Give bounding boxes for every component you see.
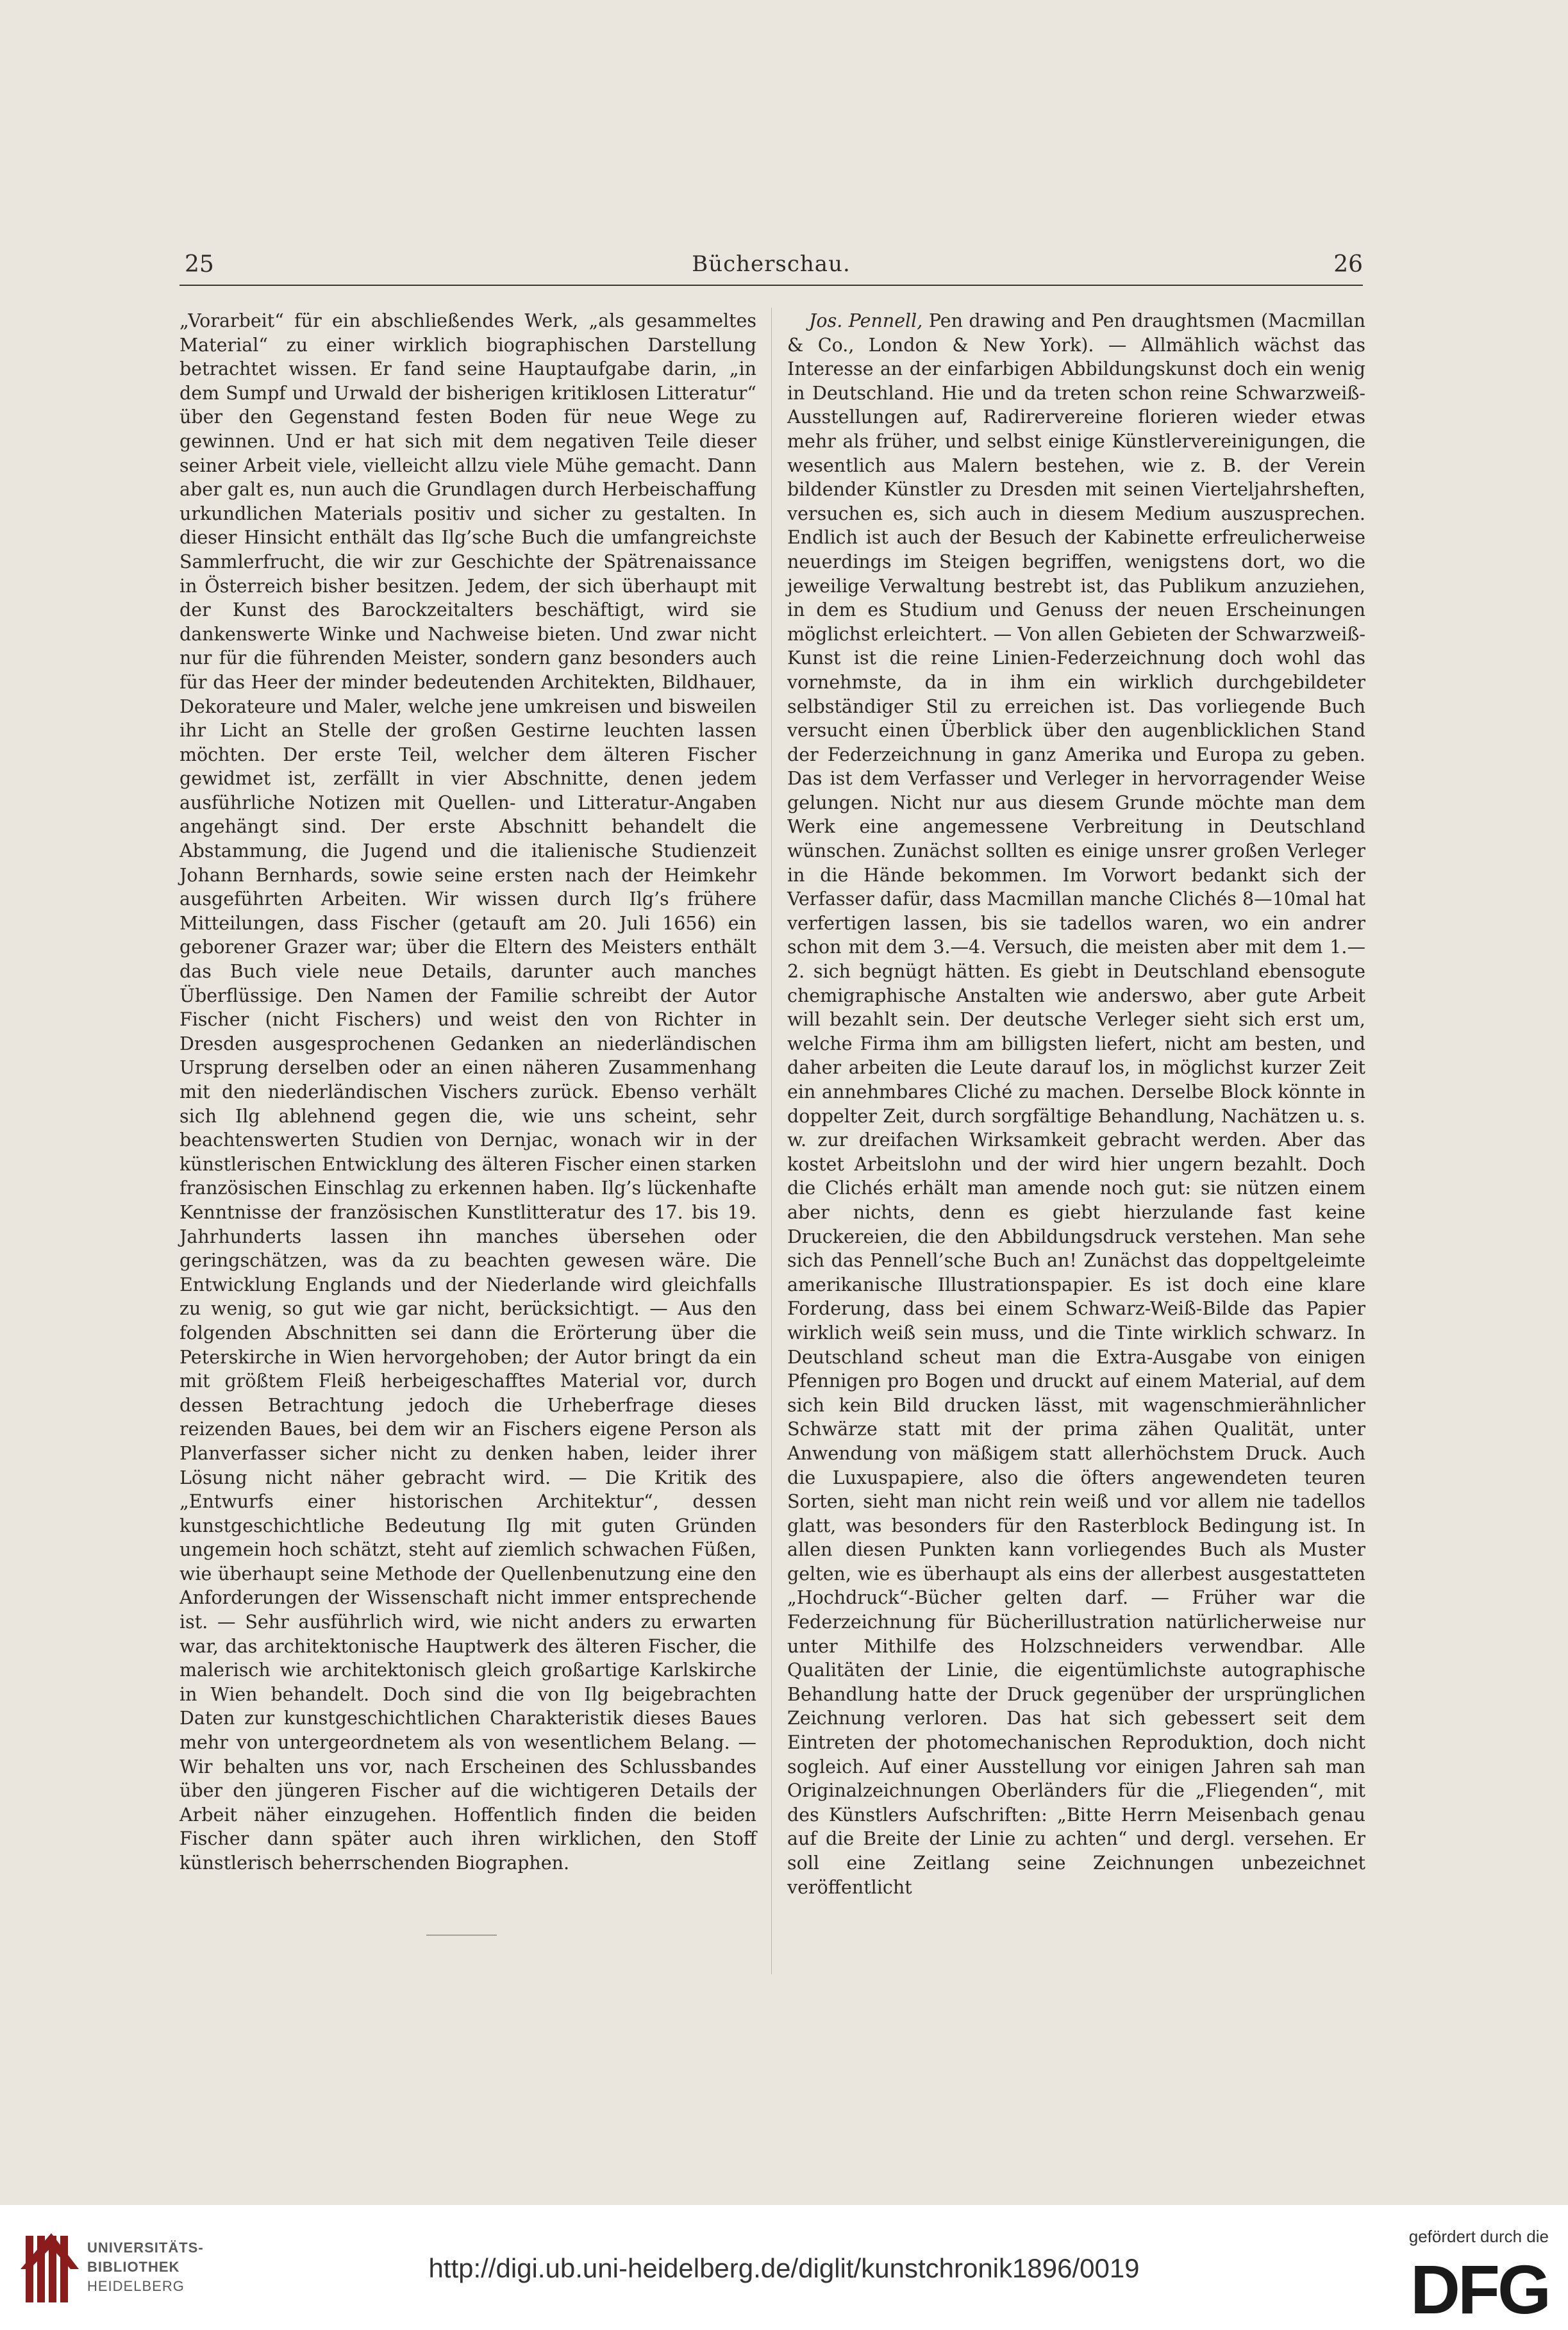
header-rule: [179, 285, 1363, 286]
digitization-footer: [0, 2205, 1568, 2330]
left-column-paragraph: „Vorarbeit“ für ein abschließendes Werk, „als gesammeltes Material“ zu einer wirklich biographischen Darstellung betrachtet wissen. Er fand seine Hauptaufgabe darin, „in dem Sumpf und Urwald der bisherigen kritiklosen Litteratur“ über den Gegenstand festen Boden für neue Wege zu gewinnen. Und er hat sich mit dem negativen Teile dieser seiner Arbeit viele, vielleicht allzu viele Mühe gemacht. Dann aber galt es, nun auch die Grundlagen durch Herbeischaffung urkundlichen Materials positiv und sicher zu gestalten. In dieser Hinsicht enthält das Ilg’sche Buch die umfangreichste Sammlerfrucht, die wir zur Geschichte der Spätrenaissance in Österreich bisher besitzen. Jedem, der sich überhaupt mit der Kunst des Barockzeitalters beschäftigt, wird sie dankenswerte Winke und Nachweise bieten. Und zwar nicht nur für die führenden Meister, sondern ganz besonders auch für das Heer der minder bedeutenden Architekten, Bildhauer, Dekorateure und Maler, welche jene umkreisen und bisweilen ihr Licht an Stelle der großen Gestirne leuchten lassen möchten. Der erste Teil, welcher dem älteren Fischer gewidmet ist, zerfällt in vier Abschnitte, denen jedem ausführliche Notizen mit Quellen- und Litteratur-Angaben angehängt sind. Der erste Abschnitt behandelt die Abstammung, die Jugend und die italienische Studienzeit Johann Bernhards, sowie seine ersten nach der Heimkehr ausgeführten Arbeiten. Wir wissen durch Ilg’s frühere Mitteilungen, dass Fischer (getauft am 20. Juli 1656) ein geborener Grazer war; über die Eltern des Meisters enthält das Buch viele neue Details, darunter auch manches Überflüssige. Den Namen der Familie schreibt der Autor Fischer (nicht Fischers) und weist den von Richter in Dresden ausgesprochenen Gedanken an niederländischen Ursprung derselben oder an einen näheren Zusammenhang mit den niederländischen Vischers zurück. Ebenso verhält sich Ilg ablehnend gegen die, wie uns scheint, sehr beachtenswerten Studien von Dernjac, wonach wir in der künstlerischen Entwicklung des älteren Fischer einen starken französischen Einschlag zu erkennen haben. Ilg’s lückenhafte Kenntnisse der französischen Kunstlitteratur des 17. bis 19. Jahrhunderts lassen ihn manches übersehen oder geringschätzen, was da zu beachten gewesen wäre. Die Entwicklung Englands und der Niederlande wird gleichfalls zu wenig, so gut wie gar nicht, berücksichtigt. — Aus den folgenden Abschnitten sei dann die Erörterung über die Peterskirche in Wien hervorgehoben; der Autor bringt da ein mit größtem Fleiß herbeigeschafftes Material vor, durch dessen Betrachtung jedoch die Urheberfrage dieses reizenden Baues, bei dem wir an Fischers eigene Person als Planverfasser sicher nicht zu denken haben, leider ihrer Lösung nicht näher gebracht wird. — Die Kritik des „Entwurfs einer historischen Architektur“, dessen kunstgeschichtliche Bedeutung Ilg mit guten Gründen ungemein hoch schätzt, steht auf ziemlich schwachen Füßen, wie überhaupt seine Methode der Quellenbenutzung eine den Anforderungen der Wissenschaft nicht immer entsprechende ist. — Sehr ausführlich wird, wie nicht anders zu erwarten war, das architektonische Hauptwerk des älteren Fischer, die malerisch wie architektonisch gleich großartige Karlskirche in Wien behandelt. Doch sind die von Ilg beigebrachten Daten zur kunstgeschichtlichen Charakteristik dieses Baues mehr von untergeordnetem als von wesentlichem Belang. — Wir behalten uns vor, nach Erscheinen des Schlussbandes über den jüngeren Fischer auf die wichtigeren Details der Arbeit näher einzugehen. Hoffentlich finden die beiden Fischer dann später auch ihren wirklichen, den Stoff künstlerisch beherrschenden Biographen.: [179, 310, 756, 1874]
left-column: [179, 309, 756, 1876]
section-end-rule: [426, 1935, 497, 1936]
column-divider: [771, 308, 772, 1974]
dfg-logo: DFG: [1410, 2251, 1549, 2328]
library-name: UNIVERSITÄTS- BIBLIOTHEK HEIDELBERG: [87, 2240, 204, 2294]
page-number-right: 26: [1333, 251, 1363, 278]
review-text: Pen drawing and Pen draughtsmen (Macmillan & Co., London & New York). — Allmählich wächst das Interesse an der einfarbigen Abbildungskunst doch ein wenig in Deutschland. Hie und da treten schon reine Schwarzweiß-Ausstellungen auf, Radirervereine florieren wieder etwas mehr als früher, und selbst einige Künstlervereinigungen, die wesentlich aus Malern bestehen, wie z. B. der Verein bildender Künstler zu Dresden mit seinen Vierteljahrsheften, versuchen es, sich auch in diesem Medium auszusprechen. Endlich ist auch der Besuch der Kabinette erfreulicherweise neuerdings im Steigen begriffen, wenigstens dort, wo die jeweilige Verwaltung bestrebt ist, das Publikum anzuziehen, in dem es Studium und Genuss der neuen Erscheinungen möglichst erleichtert. — Von allen Gebieten der Schwarzweiß-Kunst ist die reine Linien-Federzeichnung doch wohl das vornehmste, da in ihm ein wirklich durchgebildeter selbständiger Stil zu erreichen ist. Das vorliegende Buch versucht einen Überblick über den augenblicklichen Stand der Federzeichnung in ganz Amerika und Europa zu geben. Das ist dem Verfasser und Verleger in hervorragender Weise gelungen. Nicht nur aus diesem Grunde möchte man dem Werk eine angemessene Verbreitung in Deutschland wünschen. Zunächst sollten es einige unsrer großen Verleger in die Hände bekommen. Im Vorwort bedankt sich der Verfasser dafür, dass Macmillan manche Clichés 8—10mal hat verfertigen lassen, bis sie tadellos waren, wo ein andrer schon mit dem 3.—4. Versuch, die meisten aber mit dem 1.—2. sich begnügt hätten. Es giebt in Deutschland ebensogute chemigraphische Anstalten wie anderswo, aber gute Arbeit will bezahlt sein. Der deutsche Verleger sieht sich erst um, welche Firma ihm am billigsten liefert, nicht am besten, und daher arbeiten die Leute darauf los, in möglichst kurzer Zeit ein annehmbares Cliché zu machen. Derselbe Block könnte in doppelter Zeit, durch sorgfältige Behandlung, Nachätzen u. s. w. zur dreifachen Wirksamkeit gebracht werden. Aber das kostet Arbeitslohn und der wird hier ungern bezahlt. Doch die Clichés erhält man amende noch gut: sie nützen einem aber nichts, denn es giebt hierzulande fast keine Druckereien, die den Abbildungsdruck verstehen. Man sehe sich das Pennell’sche Buch an! Zunächst das doppeltgeleimte amerikanische Illustrationspapier. Es ist doch eine klare Forderung, dass bei einem Schwarz-Weiß-Bilde das Papier wirklich weiß sein muss, und die Tinte wirklich schwarz. In Deutschland scheut man die Extra-Ausgabe von einigen Pfennigen pro Bogen und druckt auf einem Material, auf dem sich kein Bild drucken lässt, mit wagenschmierähnlicher Schwärze statt mit der prima zähen Qualität, unter Anwendung von mäßigem statt allerhöchstem Druck. Auch die Luxuspapiere, also die öfters angewendeten teuren Sorten, sieht man nicht rein weiß und vor allem nie tadellos glatt, was besonders für den Rasterblock Bedingung ist. In allen diesen Punkten kann vorliegendes Buch als Muster gelten, wie es überhaupt als eins der allerbest ausgestatteten „Hochdruck“-Bücher gelten darf. — Früher war die Federzeichnung für Bücherillustration natürlicherweise nur unter Mithilfe des Holzschneiders verwendbar. Alle Qualitäten der Linie, die eigentümlichste autographische Behandlung hatte der Druck gegenüber der ursprünglichen Zeichnung verloren. Das hat sich gebessert seit dem Eintreten der photomechanischen Reproduktion, doch nicht sogleich. Auf einer Ausstellung vor einigen Jahren sah man Originalzeichnungen Oberländers für die „Fliegenden“, mit des Künstlers Aufschriften: „Bitte Herrn Meisenbach genau auf die Breite der Linie zu achten“ und dergl. versehen. Er soll eine Zeitlang seine Zeichnungen unbezeichnet veröffentlicht: [787, 310, 1365, 1898]
page-number-left: 25: [185, 251, 214, 278]
permalink-url[interactable]: http://digi.ub.uni-heidelberg.de/diglit/kunstchronik1896/0019: [428, 2253, 1140, 2283]
review-author: Jos. Pennell,: [809, 310, 923, 331]
review-paragraph: [787, 309, 1365, 1899]
running-title: Bücherschau.: [692, 251, 851, 277]
right-column: [787, 309, 1365, 1899]
page-header: [179, 251, 1363, 282]
funding-label: gefördert durch die: [1408, 2227, 1549, 2246]
